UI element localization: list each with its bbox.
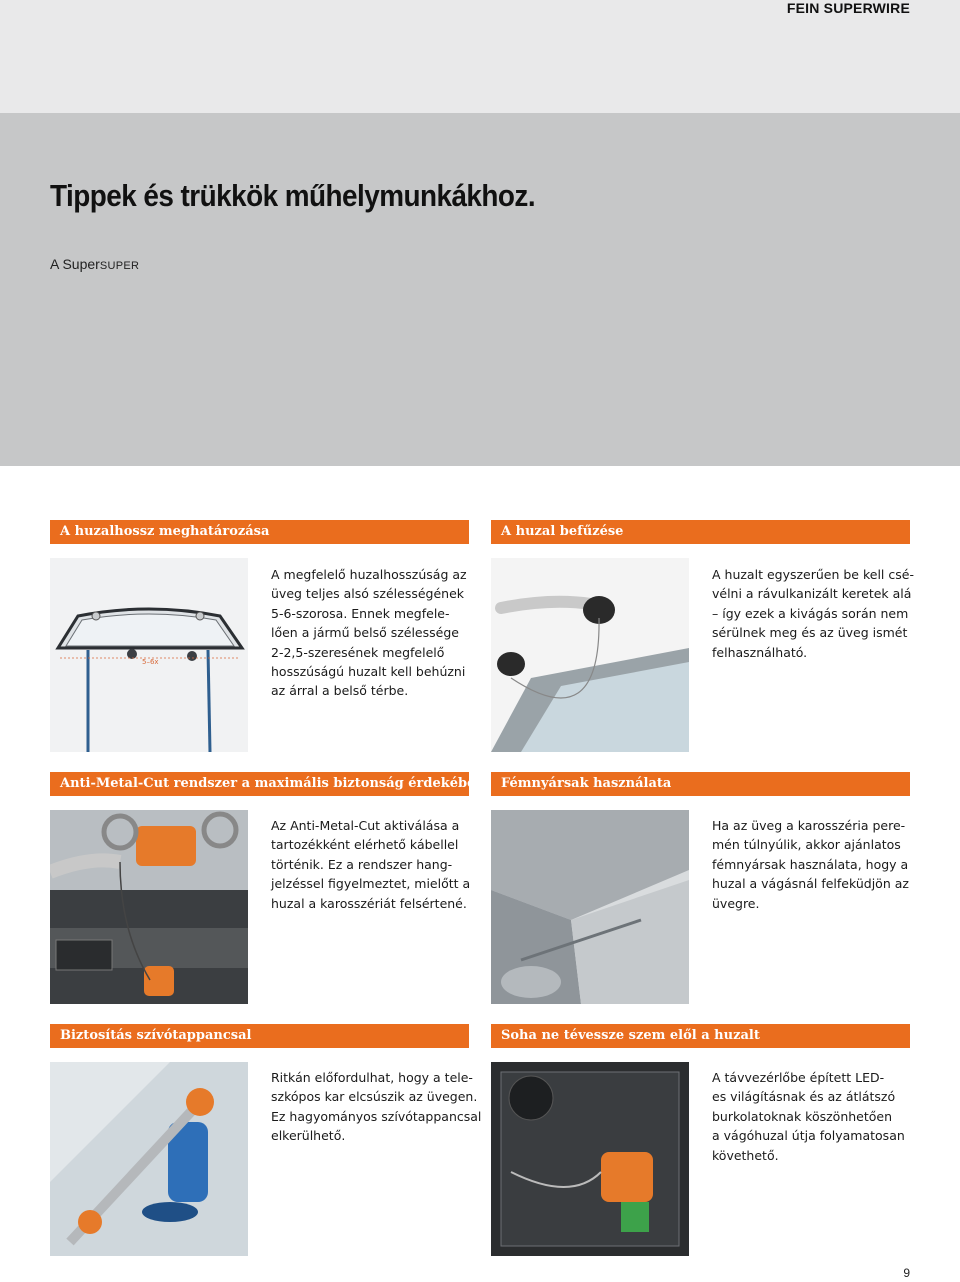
section-text-metal-spikes: Ha az üveg a karosszéria pere- mén túlnyúlik, akkor ajánlatos fémnyársak használata, hogy a huzal a vágásnál felfeküdjön az üvegre.	[712, 818, 909, 911]
intro-prefix: A	[50, 256, 63, 272]
page-title: Tippek és trükkök műhelymunkákhoz.	[50, 178, 536, 213]
intro-brand: SuperSUPER	[62, 256, 140, 272]
page-number: 9	[903, 1266, 910, 1280]
section-text-wire-length: A megfelelő huzalhosszúság az üveg teljes alsó szélességének 5-6-szorosa. Ennek megfele- lően a jármű belső szélessége 2-2,5-szeresének megfelelő hosszúságú huzalt kell behúzni az árral a belső térbe.	[271, 567, 467, 699]
section-text-keep-eye-on-wire: A távvezérlőbe épített LED- es világításnak és az átlátszó burkolatoknak köszönhetően a vágóhuzal útja folyamatosan követhető.	[712, 1070, 905, 1163]
svg-text:5–6x: 5–6x	[142, 658, 159, 666]
section-header-wire-length: A huzalhossz meghatározása	[50, 520, 469, 544]
top-band	[0, 0, 960, 113]
section-header-anti-metal-cut: Anti-Metal-Cut rendszer a maximális biztonság érdekében	[50, 772, 469, 796]
section-header-keep-eye-on-wire: Soha ne tévessze szem elől a huzalt	[491, 1024, 910, 1048]
section-text-suction-cup: Ritkán előfordulhat, hogy a tele- szkópos kar elcsúszik az üvegen. Ez hagyományos szívótappancsal elkerülhető.	[271, 1070, 482, 1144]
section-text-anti-metal-cut: Az Anti-Metal-Cut aktiválása a tartozékként elérhető kábellel történik. Ez a rendszer hang- jelzéssel figyelmeztet, mielőtt a huzal a karosszériát felsértené.	[271, 818, 471, 911]
intro-paragraph	[50, 255, 480, 277]
photo-metal-spikes	[491, 810, 689, 1004]
section-header-metal-spikes: Fémnyársak használata	[491, 772, 910, 796]
section-header-threading: A huzal befűzése	[491, 520, 910, 544]
photo-suction-cup	[50, 1062, 248, 1256]
photo-led-remote	[491, 1062, 689, 1256]
photo-wire-threading	[491, 558, 689, 752]
photo-windshield-diagram	[50, 558, 248, 752]
hero-panel	[0, 113, 960, 466]
section-header-suction-cup: Biztosítás szívótappancsal	[50, 1024, 469, 1048]
photo-anti-metal-cut	[50, 810, 248, 1004]
brand-header: FEIN SUPERWIRE	[786, 0, 910, 16]
section-text-threading: A huzalt egyszerűen be kell csé- vélni a rávulkanizált keretek alá – így ezek a kivágás során nem sérülnek meg és az üveg ismét felhasználható.	[712, 567, 914, 660]
